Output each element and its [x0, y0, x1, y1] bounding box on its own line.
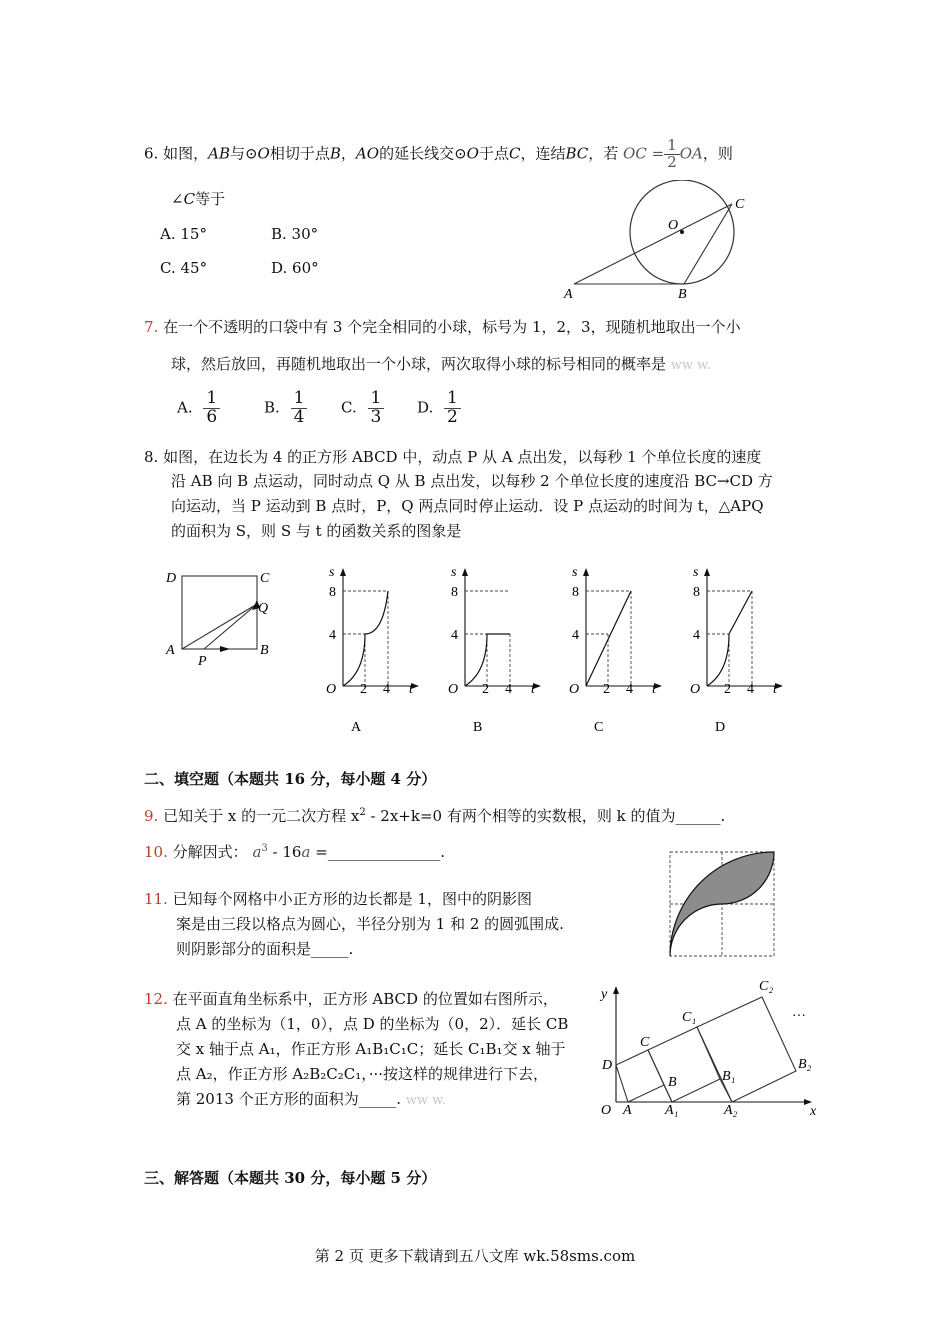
q7-option-a[interactable]: [177, 390, 220, 427]
q8-line4: 的面积为 S，则 S 与 t 的函数关系的图象是: [171, 522, 462, 540]
q6-label-b: B: [678, 287, 687, 300]
q12-square-abcd: [616, 1050, 664, 1102]
q6-fraction: [664, 138, 680, 171]
graph-line: [586, 591, 631, 686]
graph-tick-x4: 4: [505, 682, 512, 697]
frac-den: 3: [370, 406, 382, 427]
graph-curve: [343, 591, 388, 686]
q9-number: 9.: [144, 807, 159, 825]
q12-label-b2: B₂: [798, 1057, 812, 1072]
q8-line1: [144, 448, 761, 466]
q6-oc: OC: [623, 144, 647, 163]
q12-text: 第 2013 个正方形的面积为_____.: [176, 1090, 401, 1108]
q6-option-c[interactable]: C. 45°: [160, 259, 208, 277]
q12-label-c2: C₂: [759, 979, 774, 994]
graph-tick-4: 4: [572, 628, 579, 643]
q12-line2: 点 A 的坐标为（1，0），点 D 的坐标为（0，2）．延长 CB: [176, 1015, 569, 1033]
q11-shaded-region: [670, 852, 774, 956]
frac-den: 4: [293, 406, 305, 427]
q10-number: 10.: [144, 843, 168, 861]
graph-label: D: [715, 720, 726, 735]
q6-text: 的延长线交⊙: [379, 144, 467, 163]
q7-option-frac: [291, 390, 308, 427]
q7-watermark: ww w.: [670, 358, 711, 373]
q6-label-c: C: [735, 197, 745, 212]
q12-square-2: [697, 997, 796, 1102]
q6-o: O: [466, 144, 479, 163]
q7-option-frac: [368, 390, 385, 427]
q8-line3: 向运动，当 P 运动到 B 点时，P，Q 两点同时停止运动．设 P 点运动的时间为 t，△APQ: [171, 497, 764, 515]
graph-curve: [707, 591, 752, 686]
graph-axis-t: t: [773, 682, 777, 697]
q6-ab: AB: [208, 144, 230, 163]
q8-line-aq: [182, 604, 257, 649]
frac-num: 1: [444, 390, 461, 409]
q7-option-label: A.: [177, 398, 193, 417]
q6-text: ，: [340, 144, 356, 163]
graph-label: A: [351, 720, 362, 735]
q9-text: - 2x+k=0 有两个相等的实数根，则 k 的值为______.: [365, 807, 726, 825]
graph-curve: [465, 634, 510, 686]
q6-line2-end: 等于: [195, 190, 226, 208]
graph-axis-t: t: [531, 682, 535, 697]
q8-label-c: C: [260, 571, 270, 586]
graph-tick-8: 8: [329, 585, 336, 600]
q12-number: 12.: [144, 990, 168, 1008]
graph-origin: O: [569, 682, 580, 697]
graph-tick-x4: 4: [626, 682, 633, 697]
q10-text: 分解因式：: [172, 843, 248, 861]
q12-square-1: [648, 1027, 720, 1102]
graph-tick-x2: 2: [360, 682, 367, 697]
graph-tick-8: 8: [451, 585, 458, 600]
frac-den: 6: [206, 406, 218, 427]
q8-graph-d[interactable]: [677, 562, 787, 742]
q10-sup: 3: [261, 843, 268, 854]
graph-tick-8: 8: [693, 585, 700, 600]
q8-label-q: Q: [258, 601, 269, 616]
q10-a: a: [301, 843, 311, 861]
q12-label-dots: ···: [792, 1009, 806, 1024]
q12-coordinate-figure: [596, 970, 826, 1120]
q6-ao: AO: [355, 144, 380, 163]
q12-y-arrow: [613, 986, 619, 994]
section2-heading: 二、填空题（本题共 16 分，每小题 4 分）: [144, 770, 437, 788]
q6-text: 与⊙: [229, 144, 258, 163]
graph-tick-8: 8: [572, 585, 579, 600]
q7-line1: [144, 318, 741, 336]
q12-label-b1: B₁: [722, 1069, 736, 1084]
q11-text: 已知每个网格中小正方形的边长都是 1，图中的阴影图: [172, 890, 532, 908]
q6-angle: ∠: [171, 190, 184, 208]
q6-frac-den: 2: [667, 152, 677, 171]
q10-text: - 16: [267, 843, 302, 861]
q6-text: ，连结: [520, 144, 566, 163]
q6-angle-c: C: [183, 190, 196, 208]
q8-label-d: D: [166, 571, 177, 586]
q8-label-b: B: [260, 643, 269, 658]
q6-line2: [171, 190, 225, 208]
q8-graph-c[interactable]: [556, 562, 666, 742]
q12-label-y: y: [601, 987, 608, 1002]
graph-axes: [462, 568, 541, 689]
q11-line1: [144, 890, 532, 908]
frac-num: 1: [291, 390, 308, 409]
q8-label-p: P: [198, 654, 207, 669]
q10-text: =_______________.: [310, 843, 446, 861]
q6-frac-num: 1: [664, 138, 680, 155]
q8-label-a: A: [166, 643, 175, 658]
q6-figure: [560, 180, 760, 300]
q8-number: 8.: [144, 448, 159, 466]
q10-line: [144, 843, 445, 861]
graph-axes: [583, 568, 662, 689]
graph-label: C: [594, 720, 604, 735]
q11-line2: 案是由三段以格点为圆心，半径分别为 1 和 2 的圆弧围成.: [176, 915, 564, 933]
q7-number: 7.: [144, 318, 159, 336]
q6-text: ，若: [588, 144, 619, 163]
q8-square-figure: [160, 562, 280, 672]
q6-text: 相切于点: [269, 144, 330, 163]
q8-graph-a[interactable]: [313, 562, 423, 742]
frac-den: 2: [447, 406, 458, 427]
q6-center-dot: [680, 230, 684, 234]
q11-number: 11.: [144, 890, 168, 908]
graph-axis-t: t: [652, 682, 656, 697]
q9-text: 已知关于 x 的一元二次方程 x: [163, 807, 360, 825]
q9-line: [144, 807, 725, 825]
q7-option-frac: [444, 390, 461, 427]
q8-text: 如图，在边长为 4 的正方形 ABCD 中，动点 P 从 A 点出发，以每秒 1 个单位长度的速度: [163, 448, 762, 466]
graph-tick-x4: 4: [747, 682, 754, 697]
section3-heading: 三、解答题（本题共 30 分，每小题 5 分）: [144, 1169, 437, 1187]
q6-option-b[interactable]: B. 30°: [271, 225, 319, 243]
q6-eq: =: [651, 144, 665, 163]
frac-num: 1: [203, 390, 220, 409]
q12-label-x: x: [810, 1104, 817, 1119]
q7-option-label: D.: [417, 398, 434, 417]
q8-graph-b[interactable]: [435, 562, 545, 742]
q8-line-pq: [204, 604, 257, 649]
graph-tick-x2: 2: [724, 682, 731, 697]
graph-axis-s: s: [693, 565, 699, 580]
q8-square: [182, 576, 257, 649]
q11-line3: 则阴影部分的面积是_____.: [176, 940, 354, 958]
page-footer: 第 2 页 更多下载请到五八文库 wk.58sms.com: [314, 1247, 636, 1265]
q9-sup: 2: [359, 807, 366, 818]
graph-tick-4: 4: [329, 628, 336, 643]
q6-option-d[interactable]: D. 60°: [271, 259, 319, 277]
q7-option-label: C.: [341, 398, 357, 417]
q7-option-label: B.: [264, 398, 280, 417]
graph-tick-x4: 4: [383, 682, 390, 697]
graph-tick-x2: 2: [482, 682, 489, 697]
graph-origin: O: [326, 682, 337, 697]
q6-oa: OA: [679, 144, 703, 163]
q11-grid-figure: [668, 850, 778, 960]
q12-label-o: O: [601, 1103, 612, 1118]
q7-option-c[interactable]: [341, 390, 384, 427]
graph-label: B: [473, 720, 483, 735]
q7-text: 在一个不透明的口袋中有 3 个完全相同的小球，标号为 1，2，3，现随机地取出一个小: [163, 318, 741, 336]
graph-axis-s: s: [572, 565, 578, 580]
q12-label-c1: C₁: [682, 1010, 697, 1025]
q6-text: ，则: [702, 144, 733, 163]
graph-origin: O: [690, 682, 701, 697]
q6-b: B: [329, 144, 341, 163]
graph-axis-t: t: [409, 682, 413, 697]
q7-text: 球，然后放回，再随机地取出一个小球，两次取得小球的标号相同的概率是: [171, 355, 667, 373]
q6-number: 6.: [144, 144, 159, 163]
q6-option-a[interactable]: A. 15°: [160, 225, 207, 243]
q6-bc: BC: [565, 144, 589, 163]
graph-axes: [704, 568, 783, 689]
q6-line1: [144, 138, 733, 171]
q6-label-a: A: [564, 287, 573, 300]
q10-a: a: [252, 843, 262, 861]
q12-label-b: B: [668, 1075, 677, 1090]
frac-num: 1: [368, 390, 385, 409]
q12-line1: [144, 990, 558, 1008]
q12-label-d: D: [602, 1058, 613, 1073]
graph-axis-s: s: [451, 565, 457, 580]
q7-line2: [171, 355, 711, 374]
q6-text: 于点: [478, 144, 509, 163]
q12-line4: 点 A₂，作正方形 A₂B₂C₂C₁，···按这样的规律进行下去，: [176, 1065, 549, 1083]
graph-tick-4: 4: [693, 628, 700, 643]
q12-label-a1: A₁: [665, 1103, 679, 1118]
q12-watermark: ww w.: [405, 1093, 446, 1108]
q12-label-a2: A₂: [724, 1103, 738, 1118]
graph-origin: O: [448, 682, 459, 697]
q12-line5: [176, 1090, 446, 1109]
q12-line3: 交 x 轴于点 A₁，作正方形 A₁B₁C₁C；延长 C₁B₁交 x 轴于: [176, 1040, 566, 1058]
graph-axis-s: s: [329, 565, 335, 580]
q6-o: O: [257, 144, 270, 163]
q12-text: 在平面直角坐标系中，正方形 ABCD 的位置如右图所示，: [172, 990, 558, 1008]
q8-arrow-p: [220, 646, 230, 652]
q7-option-frac: [203, 390, 220, 427]
q12-label-a: A: [623, 1103, 632, 1118]
q6-label-o: O: [668, 218, 679, 233]
q6-text: 如图，: [163, 144, 209, 163]
graph-axes: [340, 568, 419, 689]
q7-option-d[interactable]: [417, 390, 461, 427]
graph-tick-x2: 2: [603, 682, 610, 697]
q7-option-b[interactable]: [264, 390, 307, 427]
q8-line2: 沿 AB 向 B 点运动，同时动点 Q 从 B 点出发，以每秒 2 个单位长度的速度沿 BC→CD 方: [171, 472, 773, 490]
q6-c: C: [508, 144, 521, 163]
q12-label-c: C: [640, 1035, 650, 1050]
graph-tick-4: 4: [451, 628, 458, 643]
